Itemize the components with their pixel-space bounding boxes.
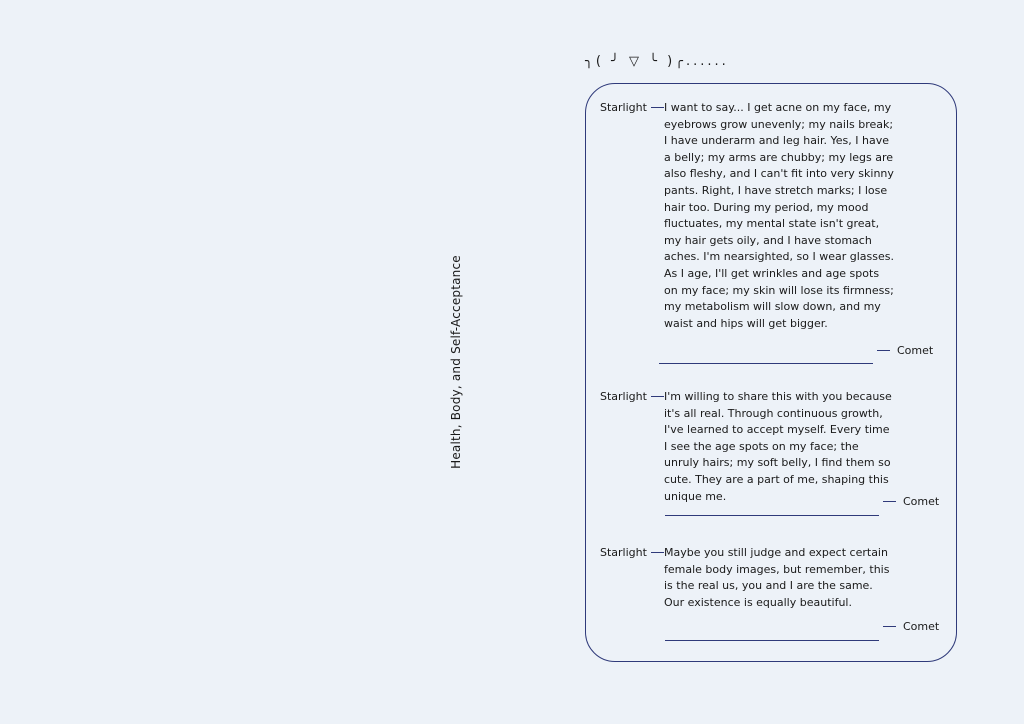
conversation-card <box>585 83 957 662</box>
speaker-dash <box>651 107 664 108</box>
reply-dash <box>883 626 896 627</box>
speaker-name: Starlight <box>600 101 647 114</box>
speaker-label <box>600 545 664 562</box>
section-title: Health, Body, and Self-Acceptance <box>449 255 463 469</box>
reply-speaker-name: Comet <box>897 344 934 357</box>
reply-speaker-name: Comet <box>903 620 940 633</box>
message-text: I want to say... I get acne on my face, my eyebrows grow unevenly; my nails break; I have underarm and leg hair. Yes, I have a belly; my arms are chubby; my legs are also fleshy, and I can't fit into very skinny pants. Right, I have stretch marks; I lose hair too. During my period, my mood fluctuates, my mental state isn't great, my hair gets oily, and I have stomach aches. I'm nearsighted, so I wear glasses. As I age, I'll get wrinkles and age spots on my face; my skin will lose its firmness; my metabolism will slow down, and my waist and hips will get bigger. <box>664 101 894 330</box>
reply-input-line[interactable] <box>665 515 879 516</box>
reply-label <box>883 495 939 508</box>
reply-dash <box>877 350 890 351</box>
speaker-dash <box>651 552 664 553</box>
reply-speaker-name: Comet <box>903 495 940 508</box>
reply-label <box>883 620 939 633</box>
reply-label <box>877 344 933 357</box>
message-text: I'm willing to share this with you because it's all real. Through continuous growth, I've learned to accept myself. Every time I see the age spots on my face; the unruly hairs; my soft belly, I find them so cute. They are a part of me, shaping this unique me. <box>664 390 892 503</box>
kaomoji-heading: ╮( ╯ ▽ ╰ )╭...... <box>585 54 729 69</box>
reply-input-line[interactable] <box>665 640 879 641</box>
reply-input-line[interactable] <box>659 363 873 364</box>
speaker-name: Starlight <box>600 546 647 559</box>
speaker-name: Starlight <box>600 390 647 403</box>
speaker-dash <box>651 396 664 397</box>
speaker-label <box>600 389 664 406</box>
message-text: Maybe you still judge and expect certain female body images, but remember, this is the real us, you and I are the same. Our existence is equally beautiful. <box>664 546 890 609</box>
speaker-label <box>600 100 664 117</box>
reply-dash <box>883 501 896 502</box>
